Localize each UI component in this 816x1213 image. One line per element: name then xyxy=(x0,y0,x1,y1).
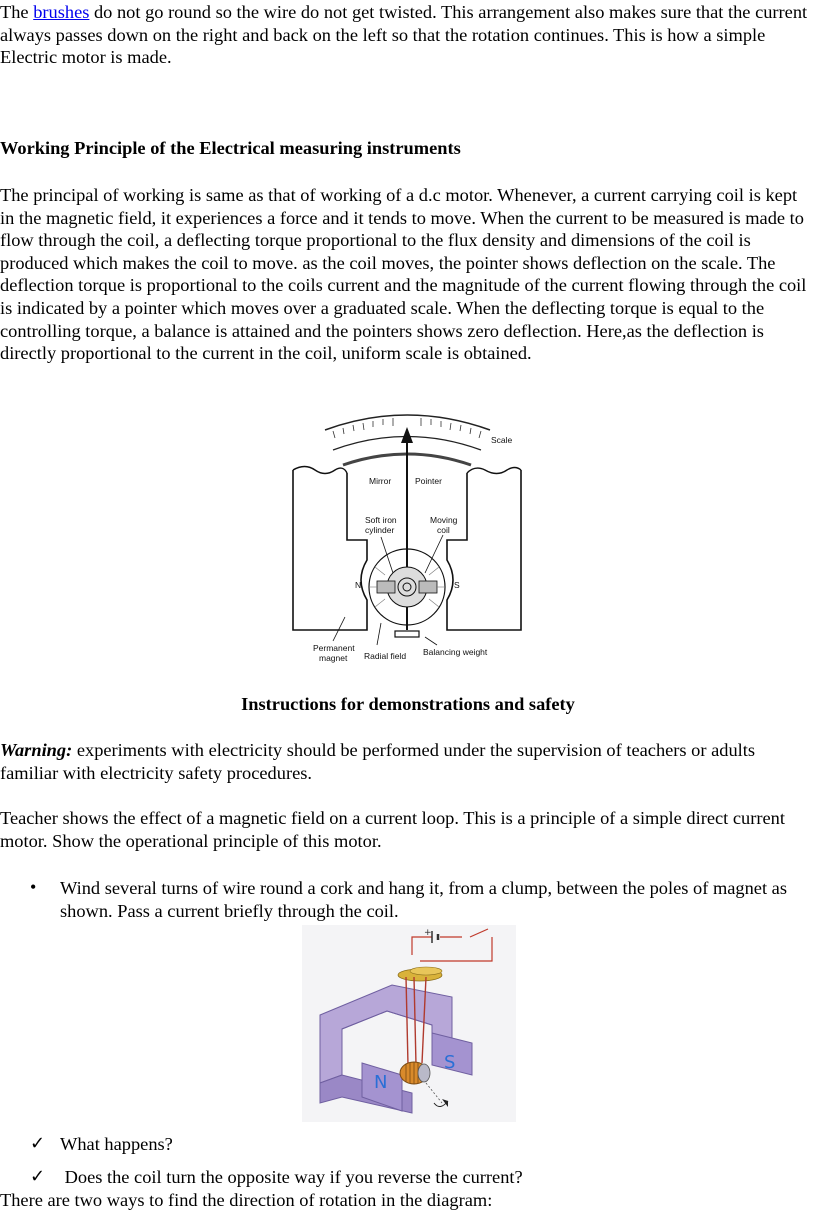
north-pole-label: N xyxy=(355,580,362,590)
coil-label: coil xyxy=(437,525,450,535)
magnet-north-label: N xyxy=(374,1072,388,1093)
bullet-item: Wind several turns of wire round a cork and hang it, from a clump, between the poles of magnet as shown. Pass a current briefly through the coil. xyxy=(60,878,787,921)
question-item: Does the coil turn the opposite way if you reverse the current? xyxy=(60,1167,523,1187)
instructions-heading: Instructions for demonstrations and safety xyxy=(241,694,575,714)
scale-label: Scale xyxy=(491,435,513,445)
moving-label: Moving xyxy=(430,515,458,525)
coil-magnet-figure xyxy=(302,925,516,1122)
brushes-link[interactable]: brushes xyxy=(33,2,90,22)
mirror-label: Mirror xyxy=(369,476,392,486)
principle-paragraph: The principal of working is same as that of working of a d.c motor. Whenever, a current carrying coil is kept in the magnetic field, it experiences a force and it tends to move. When the current to be measured is made to flow through the coil, a deflecting torque proportional to the flux density and dimensions of the coil is produced which makes the coil to move. as the coil moves, the pointer shows deflection on the scale. The deflection torque is proportional to the coils current and the magnitude of the current flowing through the coil is indicated by a pointer which moves over a graduated scale. When the deflecting torque is equal to the controlling torque, a balance is attained and the pointers shows zero deflection. Here,as the deflection is directly proportional to the current in the coil, uniform scale is obtained. xyxy=(0,185,807,364)
checkmark-icon: ✓ xyxy=(30,1133,46,1154)
checkmark-icon: ✓ xyxy=(30,1166,46,1187)
intro-paragraph xyxy=(0,1,816,69)
intro-text-end: do not go round so the wire do not get twisted. This arrangement also makes sure that the current always passes down on the right and back on the left so that the rotation continues. This is how a simple Electric motor is made. xyxy=(0,2,808,68)
radial-field-label: Radial field xyxy=(364,651,407,661)
svg-text:+: + xyxy=(424,928,432,938)
intro-text-start: The xyxy=(0,2,34,22)
closing-paragraph: There are two ways to find the direction of rotation in the diagram: xyxy=(0,1190,493,1210)
soft-iron-label: Soft iron xyxy=(365,515,397,525)
moving-coil-instrument-diagram xyxy=(285,405,530,670)
pointer-label: Pointer xyxy=(415,476,442,486)
magnet-south-label: S xyxy=(444,1052,456,1073)
south-pole-label: S xyxy=(454,580,460,590)
bullet-dot: • xyxy=(30,877,37,897)
cylinder-label: cylinder xyxy=(365,525,395,535)
magnet-label: magnet xyxy=(319,653,348,663)
question-item: What happens? xyxy=(60,1134,173,1154)
teacher-paragraph: Teacher shows the effect of a magnetic field on a current loop. This is a principle of a simple direct current motor. Show the operational principle of this motor. xyxy=(0,808,785,851)
balancing-weight-label: Balancing weight xyxy=(423,647,488,657)
warning-text: experiments with electricity should be performed under the supervision of teachers or adults familiar with electricity safety procedures. xyxy=(0,740,756,783)
warning-paragraph xyxy=(0,739,816,784)
section-heading: Working Principle of the Electrical measuring instruments xyxy=(0,138,461,158)
permanent-label: Permanent xyxy=(313,643,355,653)
warning-label: Warning: xyxy=(0,740,73,760)
